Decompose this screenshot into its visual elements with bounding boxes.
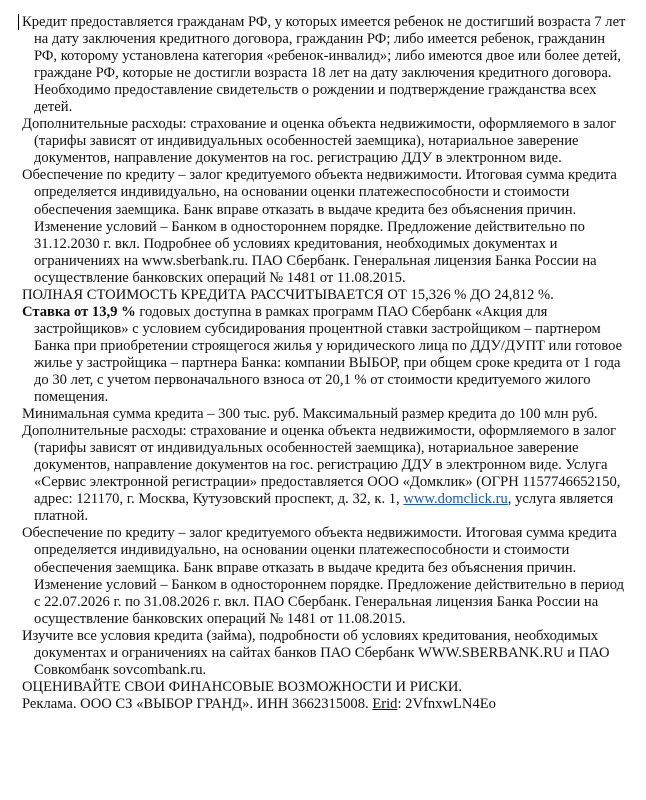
additional-costs-2-tail: , услуга является платной. — [34, 491, 614, 525]
text-cursor — [18, 14, 19, 30]
document-body — [22, 14, 626, 713]
paragraph-min-amount: Минимальная сумма кредита – 300 тыс. руб. Максимальный размер кредита до 100 млн руб. — [22, 406, 598, 423]
paragraph-ad-label — [22, 696, 626, 713]
rate-text: годовых доступна в рамках программ ПАО Сбербанк «Акция для застройщиков» с условием субсидирования процентной ставки застройщиком – партнером Банка при приобретении строящегося жилья у юридического лица по ДДУ/ДУПТ или готовое жилье у застройщика – партнера Банка: компании ВЫБОР, при общем сроке кредита от 1 года до 30 лет, с учетом первоначального взноса от 20,1 % от стоимости кредитуемого жилого помещения. — [34, 303, 623, 406]
paragraph-risk-warning: ОЦЕНИВАЙТЕ СВОИ ФИНАНСОВЫЕ ВОЗМОЖНОСТИ И РИСКИ. — [22, 678, 463, 695]
eligibility-text: Кредит предоставляется гражданам РФ, у которых имеется ребенок не достигший возраста 7 лет на дату заключения кредитного договора, гражданин РФ; либо имеется ребенок, гражданин РФ, которому установлена категория «ребенок-инвалид»; либо имеются двое или более детей, граждане РФ, которые не достигли возраста 18 лет на дату заключения кредитного договора. Необходимо предоставление свидетельств о рождении и подтверждение гражданства всех детей. — [22, 14, 626, 116]
additional-costs-2-text: Дополнительные расходы: страхование и оценка объекта недвижимости, оформляемого в залог (тарифы зависят от индивидуальных особенностей заемщика), нотариальное заверение документов, направление документов на гос. регистрацию ДДУ в электронном виде. Услуга «Сервис электронной регистрации» предоставляется ООО «Домклик» (ОГРН 1157746652150, адрес: 121170, г. Москва, Кутузовский проспект, д. 32, к. 1, — [22, 423, 621, 508]
paragraph-security-1: Обеспечение по кредиту – залог кредитуемого объекта недвижимости. Итоговая сумма кредита определяется индивидуально, на основании оценки платежеспособности и стоимости обеспечения заемщика. Банк вправе отказать в выдаче кредита без объяснения причин. Изменение условий – Банком в одностороннем порядке. Предложение действительно по 31.12.2030 г. вкл. Подробнее об условиях кредитования, необходимых документах и ограничениях на www.sberbank.ru. ПАО Сбербанк. Генеральная лицензия Банка России на осуществление банковских операций № 1481 от 11.08.2015. — [22, 167, 617, 286]
rate-bold: Ставка от 13,9 % — [22, 303, 136, 320]
erid-label: Erid — [372, 695, 398, 712]
paragraph-study-terms: Изучите все условия кредита (займа), подробности об условиях кредитования, необходимых документах и ограничениях на сайтах банков ПАО Сбербанк WWW.SBERBANK.RU и ПАО Совкомбанк sovcombank.ru. — [22, 627, 610, 678]
paragraph-security-2: Обеспечение по кредиту – залог кредитуемого объекта недвижимости. Итоговая сумма кредита определяется индивидуально, на основании оценки платежеспособности и стоимости обеспечения заемщика. Банк вправе отказать в выдаче кредита без объяснения причин. Изменение условий – Банком в одностороннем порядке. Предложение действительно в период с 22.07.2026 г. по 31.08.2026 г. вкл. ПАО Сбербанк. Генеральная лицензия Банка России на осуществление банковских операций № 1481 от 11.08.2015. — [22, 525, 625, 627]
domclick-link[interactable]: www.domclick.ru — [403, 491, 508, 508]
ad-label-text: Реклама. ООО СЗ «ВЫБОР ГРАНД». ИНН 3662315008. — [22, 695, 373, 712]
paragraph-rate — [22, 304, 626, 406]
paragraph-additional-costs-1: Дополнительные расходы: страхование и оценка объекта недвижимости, оформляемого в залог (тарифы зависят от индивидуальных особенностей заемщика), нотариальное заверение документов, направление документов на гос. регистрацию ДДУ в электронном виде. — [22, 116, 617, 167]
erid-value: : 2VfnxwLN4Eo — [397, 695, 496, 712]
paragraph-eligibility — [22, 14, 626, 116]
paragraph-full-cost: ПОЛНАЯ СТОИМОСТЬ КРЕДИТА РАССЧИТЫВАЕТСЯ ОТ 15,326 % ДО 24,812 %. — [22, 286, 554, 303]
paragraph-additional-costs-2 — [22, 423, 626, 525]
